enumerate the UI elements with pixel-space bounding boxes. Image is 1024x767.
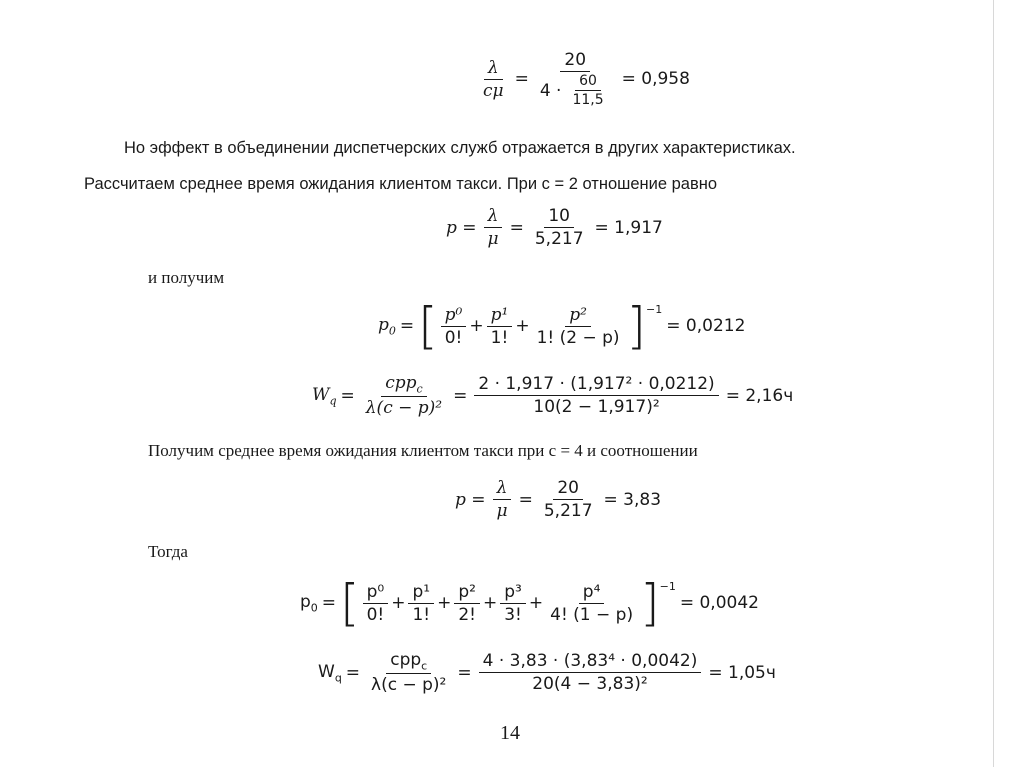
paragraph-calc-c4: Получим среднее время ожидания клиентом такси при с = 4 и соотношении <box>148 441 698 460</box>
page-number: 14 <box>500 722 520 744</box>
label-and-get: и получим <box>148 268 225 287</box>
paragraph-calc-c2: Рассчитаем среднее время ожидания клиентом такси. При с = 2 отношение равно <box>84 175 718 193</box>
formula-wq-c2: $W_q$ = $\frac{cpp_c}{\text{λ(c − p)²}}$ = $\frac{\text{2 · 1,917 · (1,917² · 0,0212)}}{\text{10(2 − 1,917)²}}$ = 2,16ч <box>312 373 794 419</box>
formula-load-ratio: $\frac{\lambda}{c\mu}$ = 20 4 · $\frac{60}{11,5}$ = 0,958 <box>483 50 690 108</box>
formula-p-c2: p = $\frac{\lambda}{\mu}$ = $\frac{10}{5,217}$ = 1,917 <box>446 206 663 249</box>
formula-p0-c2: $p_0$ = [ $\frac{\text{p⁰}}{0!}$ + $\frac{\text{p¹}}{1!}$ + $\frac{\text{p²}}{1! (2 - p)}$ ] $^{-1}$ = 0,0212 <box>378 297 746 355</box>
formula-p0-c4: $p_0$ = [ $\frac{\text{p⁰}}{0!}$ + $\frac{\text{p¹}}{1!}$ + $\frac{\text{p²}}{2!}$ + $\frac{\text{p³}}{3!}$ + $\frac{\text{p⁴}}{4! (1 - p)}$ ] $^{-1}$ = 0,0042 <box>300 574 759 632</box>
slide-edge <box>993 0 1024 767</box>
label-then: Тогда <box>148 542 188 561</box>
paragraph-effect: Но эффект в объединении диспетчерских служб отражается в других характеристиках. <box>124 139 796 157</box>
formula-wq-c4: $W_q$ = $\frac{cpp_c}{\text{λ(c − p)²}}$ = $\frac{\text{4 · 3,83 · (3,83⁴ · 0,0042)}}{\text{20(4 − 3,83)²}}$ = 1,05ч <box>318 650 776 696</box>
formula-p-c4: p = $\frac{\lambda}{\mu}$ = $\frac{20}{5,217}$ = 3,83 <box>455 478 662 521</box>
